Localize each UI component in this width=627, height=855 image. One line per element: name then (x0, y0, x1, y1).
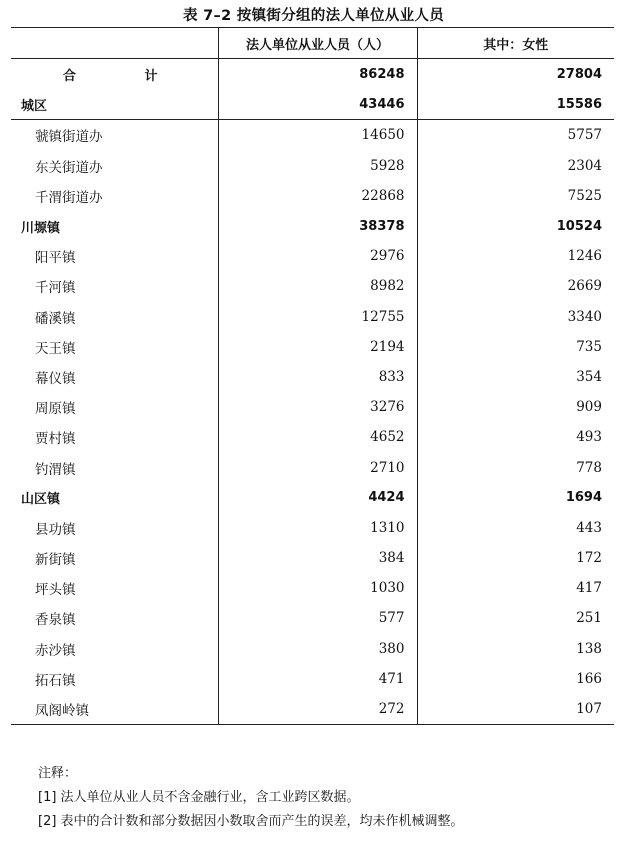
table-row (11, 573, 614, 603)
region-name-cell: 县功镇 (35, 521, 76, 538)
female-count-cell: 10524 (417, 211, 614, 241)
female-count-cell: 138 (417, 634, 614, 664)
employee-count-cell: 380 (218, 634, 417, 664)
region-name-cell: 磻溪镇 (35, 310, 76, 327)
female-count-cell: 27804 (417, 59, 614, 90)
table-row (11, 513, 614, 543)
header-total-employees: 法人单位从业人员（人） (218, 28, 417, 59)
region-name-cell: 凤阁岭镇 (11, 694, 218, 725)
employee-count-cell: 577 (218, 603, 417, 633)
district-row (11, 211, 614, 241)
employee-count-cell: 14650 (218, 120, 417, 151)
employee-count-cell: 22868 (218, 181, 417, 211)
table-row (11, 634, 614, 664)
district-row (11, 483, 614, 513)
region-name-cell: 虢镇街道办 (35, 129, 103, 146)
region-name-cell: 幕仪镇 (35, 370, 76, 387)
employee-count-cell: 2710 (218, 452, 417, 482)
employee-count-cell: 384 (218, 543, 417, 573)
female-count-cell: 443 (417, 513, 614, 543)
employee-count-cell: 1030 (218, 573, 417, 603)
female-count-cell: 909 (417, 392, 614, 422)
table-row (11, 151, 614, 181)
note-line: [1] 法人单位从业人员不含金融行业，含工业跨区数据。 (38, 790, 360, 805)
employee-count-cell: 4424 (218, 483, 417, 513)
employee-count-cell: 3276 (218, 392, 417, 422)
female-count-cell: 166 (417, 664, 614, 694)
female-count-cell: 354 (417, 362, 614, 392)
data-table (11, 27, 614, 725)
employee-count-cell: 471 (218, 664, 417, 694)
region-name-cell: 天王镇 (35, 340, 76, 357)
table-row (11, 452, 614, 482)
table-title: 表 7–2 按镇街分组的法人单位从业人员 (182, 8, 445, 24)
notes-heading: 注释： (38, 766, 78, 781)
employee-count-cell: 1310 (218, 513, 417, 543)
region-name-cell: 山区镇 (21, 492, 61, 508)
female-count-cell: 2669 (417, 271, 614, 301)
region-name-cell: 新街镇 (35, 552, 76, 569)
table-row (11, 120, 614, 151)
female-count-cell: 3340 (417, 302, 614, 332)
region-name-cell: 香泉镇 (35, 612, 76, 629)
table-row (11, 332, 614, 362)
table-row (11, 694, 614, 725)
employee-count-cell: 272 (218, 694, 417, 725)
note-line: [2] 表中的合计数和部分数据因小数取舍而产生的误差，均未作机械调整。 (38, 814, 464, 829)
region-name-cell: 赤沙镇 (35, 642, 76, 659)
female-count-cell: 417 (417, 573, 614, 603)
female-count-cell: 7525 (417, 181, 614, 211)
total-row (11, 59, 614, 90)
table-row (11, 392, 614, 422)
female-count-cell: 15586 (417, 89, 614, 120)
table-row (11, 603, 614, 633)
table-row (11, 241, 614, 271)
region-name-cell: 千河镇 (35, 280, 76, 297)
employee-count-cell: 4652 (218, 422, 417, 452)
table-row (11, 271, 614, 301)
table-row (11, 422, 614, 452)
region-name-cell: 川塬镇 (21, 220, 61, 236)
region-name-cell: 拓石镇 (35, 672, 76, 689)
region-name-cell: 周原镇 (35, 401, 76, 418)
table-row (11, 543, 614, 573)
region-name-cell: 东关街道办 (35, 159, 103, 176)
employee-count-cell: 833 (218, 362, 417, 392)
female-count-cell: 778 (417, 452, 614, 482)
employee-count-cell: 86248 (218, 59, 417, 90)
female-count-cell: 493 (417, 422, 614, 452)
table-row (11, 181, 614, 211)
region-name-cell: 钓渭镇 (35, 461, 76, 478)
female-count-cell: 5757 (417, 120, 614, 151)
table-row (11, 302, 614, 332)
notes (38, 762, 464, 834)
female-count-cell: 1694 (417, 483, 614, 513)
header-female: 其中：女性 (417, 28, 614, 59)
table-row (11, 362, 614, 392)
region-name-cell: 贾村镇 (35, 431, 76, 448)
female-count-cell: 735 (417, 332, 614, 362)
female-count-cell: 1246 (417, 241, 614, 271)
employee-count-cell: 8982 (218, 271, 417, 301)
female-count-cell: 251 (417, 603, 614, 633)
female-count-cell: 107 (417, 694, 614, 725)
region-name-cell: 千渭街道办 (35, 189, 103, 206)
employee-count-cell: 2194 (218, 332, 417, 362)
header-region (11, 28, 218, 59)
employee-count-cell: 5928 (218, 151, 417, 181)
employee-count-cell: 12755 (218, 302, 417, 332)
female-count-cell: 2304 (417, 151, 614, 181)
district-row (11, 89, 614, 120)
employee-count-cell: 38378 (218, 211, 417, 241)
region-name-cell: 阳平镇 (35, 250, 76, 267)
table-row (11, 664, 614, 694)
table-header-row (11, 28, 614, 59)
female-count-cell: 172 (417, 543, 614, 573)
region-name-cell: 城区 (11, 89, 218, 120)
region-name-cell: 坪头镇 (35, 582, 76, 599)
employee-count-cell: 2976 (218, 241, 417, 271)
employee-count-cell: 43446 (218, 89, 417, 120)
region-name-cell: 合 计 (62, 68, 190, 84)
